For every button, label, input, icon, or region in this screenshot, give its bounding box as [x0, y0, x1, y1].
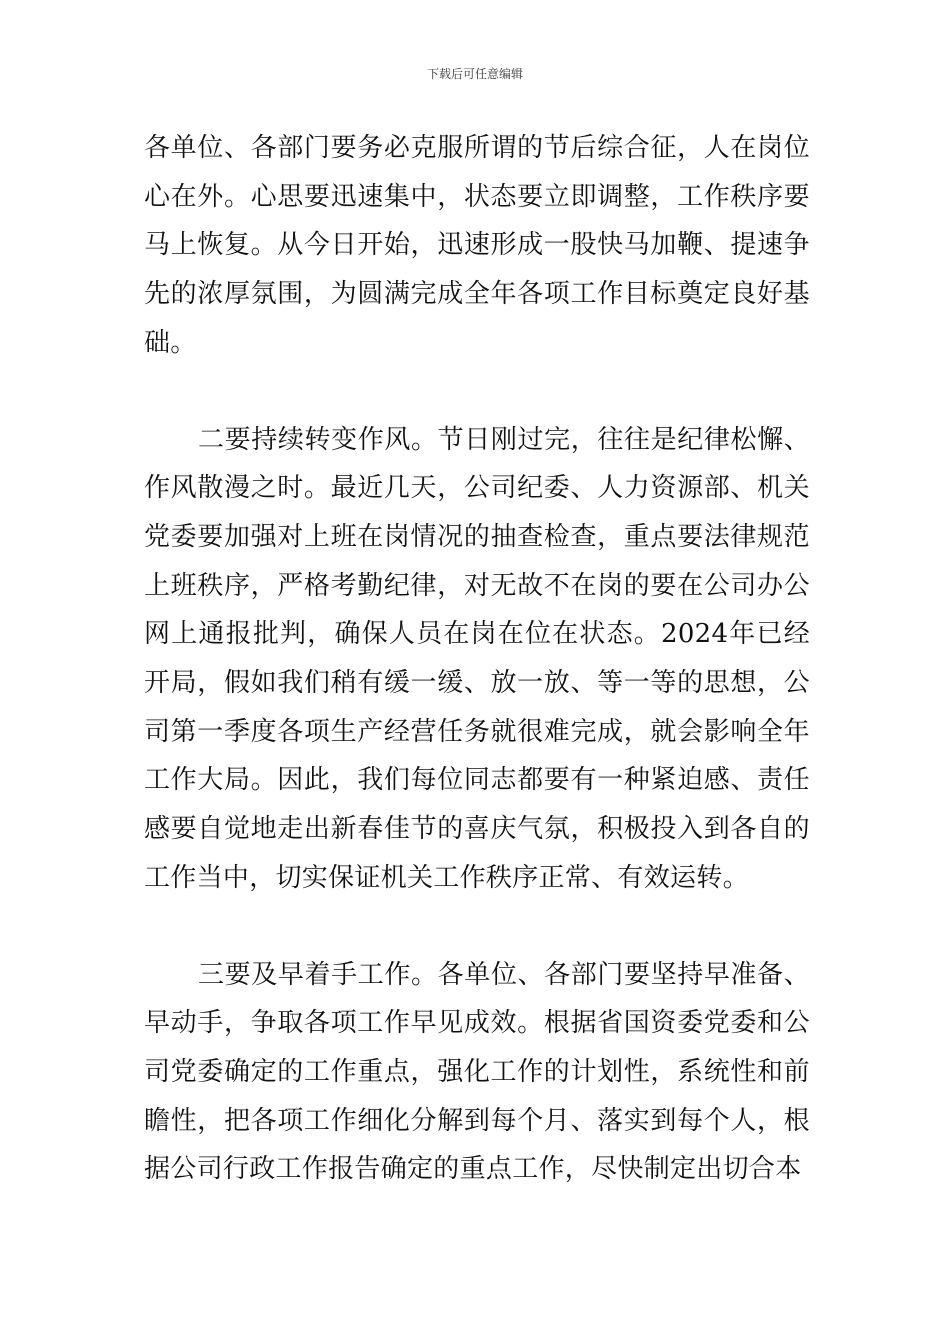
paragraph-1: 各单位、各部门要务必克服所谓的节后综合征，人在岗位心在外。心思要迅速集中，状态要立即调整，工作秩序要马上恢复。从今日开始，迅速形成一股快马加鞭、提速争先的浓厚氛围，为圆满完成全年各项工作目标奠定良好基础。	[144, 133, 810, 358]
paragraph-3: 三要及早着手工作。各单位、各部门要坚持早准备、早动手，争取各项工作早见成效。根据省国资委党委和公司党委确定的工作重点，强化工作的计划性，系统性和前瞻性，把各项工作细化分解到每个月、落实到每个人，根据公司行政工作报告确定的重点工作，尽快制定出切合本	[144, 959, 810, 1185]
header-note: 下载后可任意编辑	[426, 67, 523, 81]
paragraph-gap	[144, 368, 810, 416]
paragraph-gap	[144, 903, 810, 951]
document-body	[144, 124, 810, 1194]
paragraph-2: 二要持续转变作风。节日刚过完，往往是纪律松懈、作风散漫之时。最近几天，公司纪委、人力资源部、机关党委要加强对上班在岗情况的抽查检查，重点要法律规范上班秩序，严格考勤纪律，对无故不在岗的要在公司办公网上通报批判，确保人员在岗在位在状态。2024年已经开局，假如我们稍有缓一缓、放一放、等一等的思想，公司第一季度各项生产经营任务就很难完成，就会影响全年工作大局。因此，我们每位同志都要有一种紧迫感、责任感要自觉地走出新春佳节的喜庆气氛，积极投入到各自的工作当中，切实保证机关工作秩序正常、有效运转。	[144, 424, 810, 893]
